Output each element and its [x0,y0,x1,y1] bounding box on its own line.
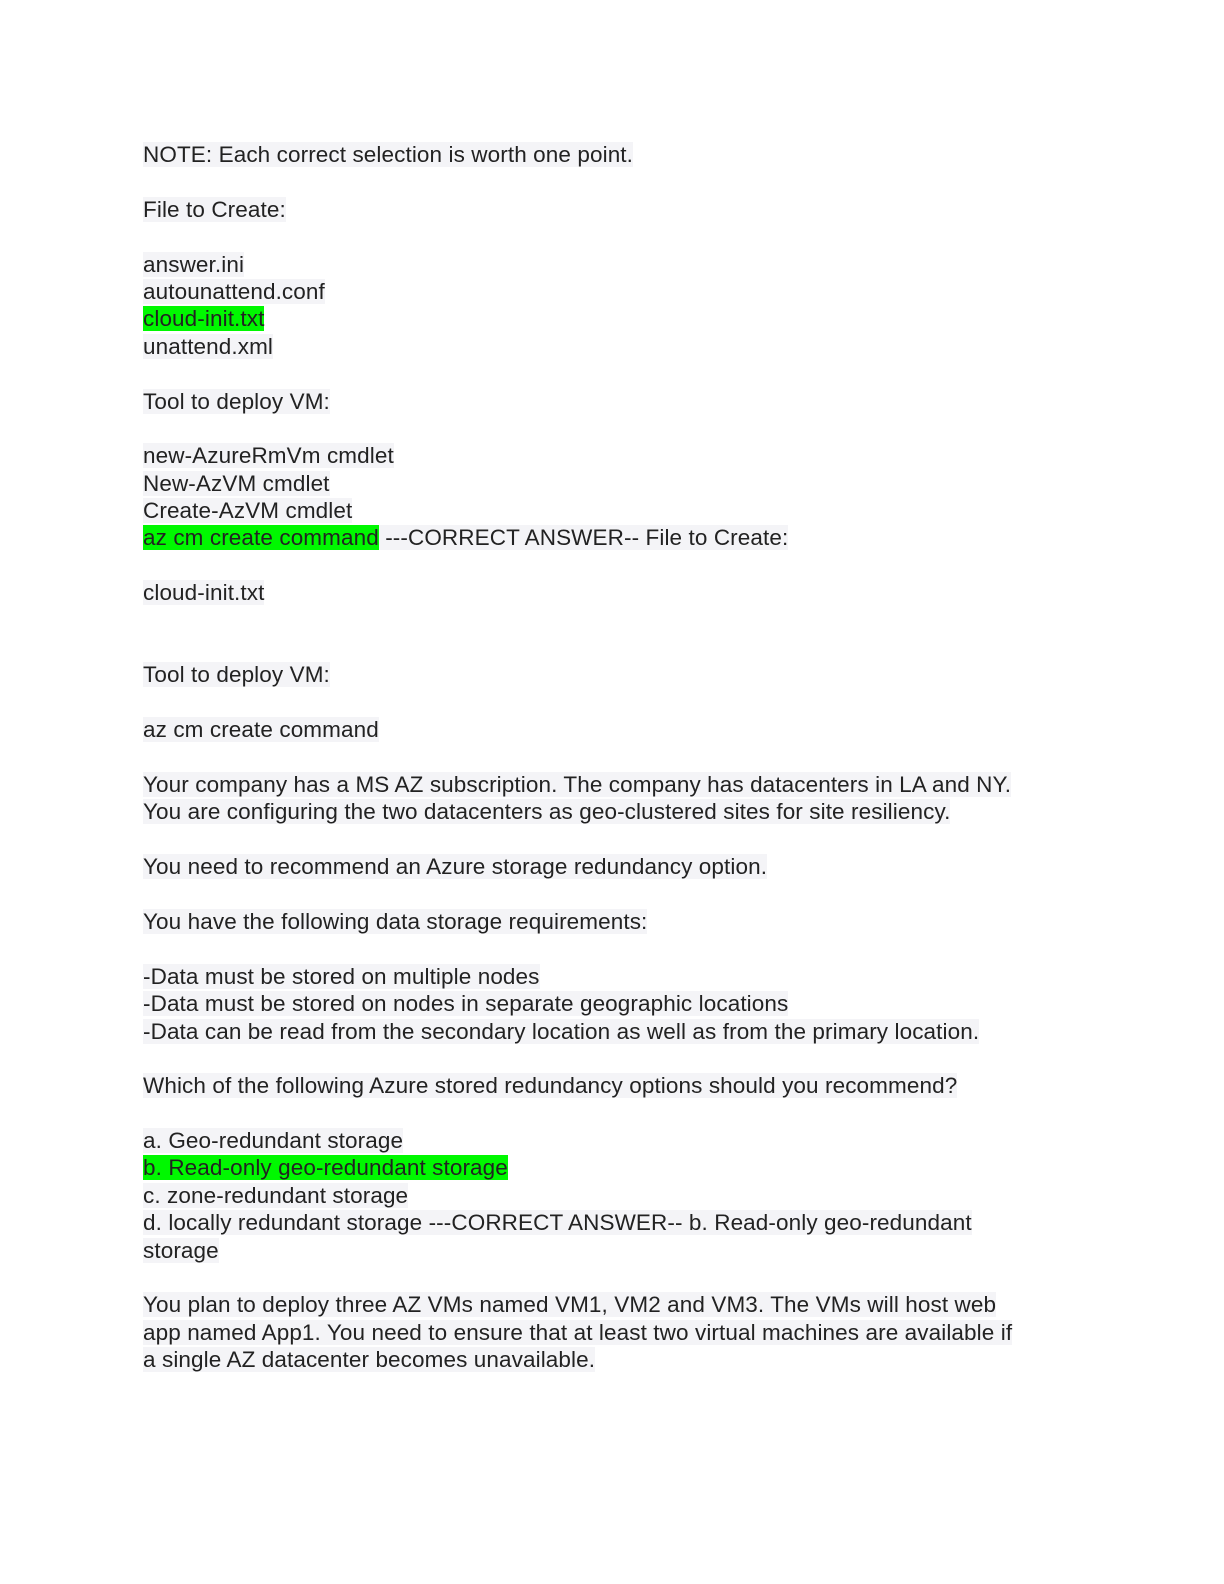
tool-option [143,470,1083,497]
answer-tool-heading-text: Tool to deploy VM: [143,662,330,688]
tool-heading-text: Tool to deploy VM: [143,388,330,414]
q3-line [143,1291,1083,1318]
document-body [143,141,1083,1374]
option-text: c. zone-redundant storage [143,1182,409,1208]
file-option-correct [143,305,1083,332]
file-option [143,278,1083,305]
requirement-text: -Data must be stored on nodes in separate geographic locations [143,991,789,1017]
file-option-text: answer.ini [143,251,245,277]
file-option-text: autounattend.conf [143,278,325,304]
paragraph-text: You plan to deploy three AZ VMs named VM1, VM2 and VM3. The VMs will host web [143,1292,997,1318]
q2-req-heading [143,908,1083,935]
answer-tool-text: az cm create command [143,717,379,743]
requirement-item [143,990,1083,1017]
paragraph-text: You are configuring the two datacenters as geo-clustered sites for site resiliency. [143,799,951,825]
file-option [143,251,1083,278]
answer-file [143,579,1083,606]
paragraph-text: You have the following data storage requirements: [143,908,648,934]
correct-answer-continuation [143,1237,1083,1264]
option-item [143,1127,1083,1154]
tool-option-correct [143,524,1083,551]
paragraph-text: You need to recommend an Azure storage redundancy option. [143,854,768,880]
requirement-text: -Data must be stored on multiple nodes [143,963,540,989]
option-text: a. Geo-redundant storage [143,1128,404,1154]
answer-tool-heading [143,661,1083,688]
tool-option-text: Create-AzVM cmdlet [143,498,353,524]
tool-heading [143,388,1083,415]
option-item [143,1209,1083,1236]
file-option [143,333,1083,360]
tool-option-text: New-AzVM cmdlet [143,470,330,496]
file-heading [143,196,1083,223]
tool-option [143,442,1083,469]
highlighted-answer: b. Read-only geo-redundant storage [143,1155,508,1181]
requirement-item [143,1018,1083,1045]
file-heading-text: File to Create: [143,196,286,222]
correct-answer-marker: storage [143,1237,219,1263]
paragraph-text: app named App1. You need to ensure that at least two virtual machines are available if [143,1319,1013,1345]
correct-answer-marker: ---CORRECT ANSWER-- b. Read-only geo-redundant [422,1210,972,1236]
highlighted-answer: az cm create command [143,525,379,551]
q2-intro-line [143,798,1083,825]
answer-file-text: cloud-init.txt [143,580,265,606]
answer-tool [143,716,1083,743]
file-option-text: unattend.xml [143,333,274,359]
question-text: Which of the following Azure stored redundancy options should you recommend? [143,1073,958,1099]
option-item [143,1182,1083,1209]
paragraph-text: Your company has a MS AZ subscription. The company has datacenters in LA and NY. [143,772,1012,797]
option-text: d. locally redundant storage [143,1210,423,1236]
correct-answer-marker: ---CORRECT ANSWER-- File to Create: [378,525,789,551]
requirement-text: -Data can be read from the secondary location as well as from the primary location. [143,1018,980,1044]
paragraph-text: a single AZ datacenter becomes unavailable. [143,1347,596,1373]
q3-line [143,1346,1083,1373]
q3-line [143,1319,1083,1346]
highlighted-answer: cloud-init.txt [143,306,265,332]
option-item-correct [143,1154,1083,1181]
note-line [143,141,1083,168]
q2-question [143,1072,1083,1099]
q2-intro-line [143,771,1083,798]
requirement-item [143,963,1083,990]
note-text: NOTE: Each correct selection is worth one point. [143,142,634,167]
tool-option [143,497,1083,524]
tool-option-text: new-AzureRmVm cmdlet [143,443,394,469]
q2-need [143,853,1083,880]
